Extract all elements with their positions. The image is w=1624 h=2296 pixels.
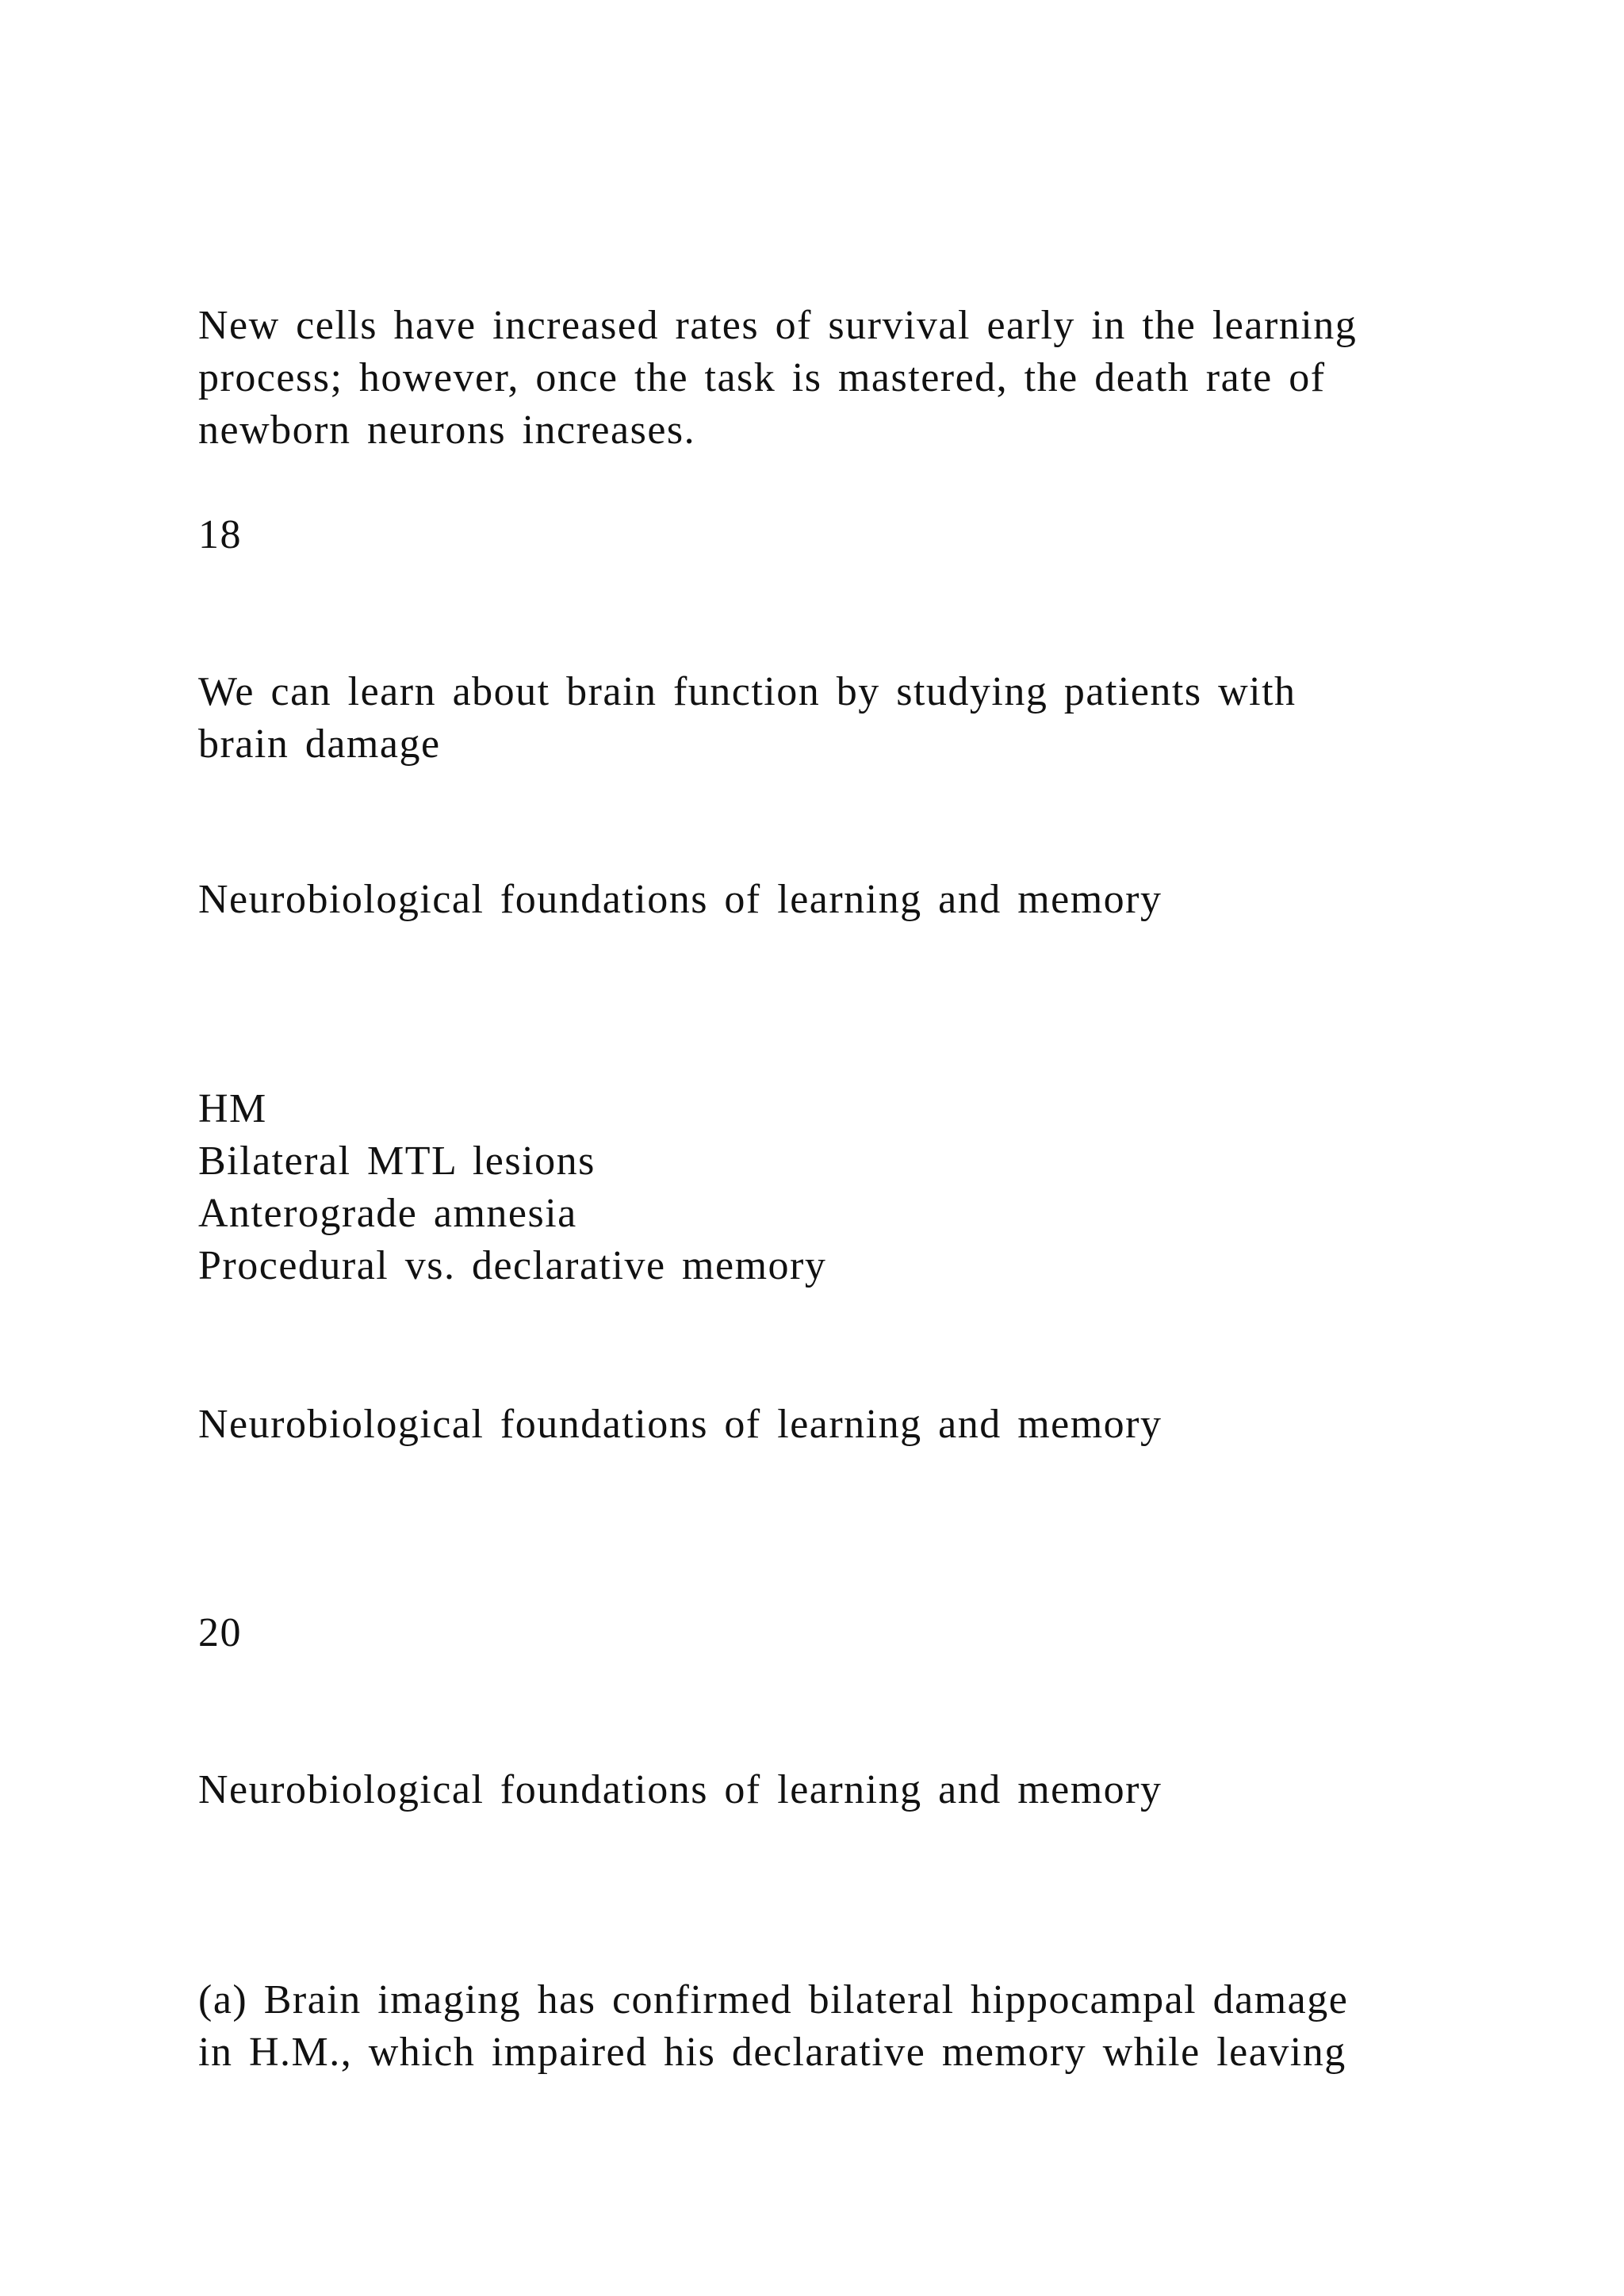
text-line: We can learn about brain function by studying patients with: [198, 669, 1297, 714]
section-heading: [198, 1399, 1435, 1451]
paragraph-new-cells: [198, 300, 1435, 457]
text-line: Bilateral MTL lesions: [198, 1138, 596, 1184]
text-line: brain damage: [198, 721, 441, 767]
text-line: in H.M., which impaired his declarative memory while leaving: [198, 2030, 1346, 2075]
text-line: (a) Brain imaging has confirmed bilateral hippocampal damage: [198, 1977, 1349, 2022]
text-line: 18: [198, 512, 242, 557]
text-line: 20: [198, 1610, 242, 1655]
hm-summary-list: [198, 1083, 1435, 1292]
figure-caption-paragraph: [198, 1974, 1435, 2079]
text-line: Procedural vs. declarative memory: [198, 1243, 827, 1288]
paragraph-brain-damage: [198, 666, 1435, 771]
text-line: HM: [198, 1086, 267, 1131]
text-line: Neurobiological foundations of learning and memory: [198, 1767, 1162, 1812]
text-line: New cells have increased rates of survival early in the learning: [198, 303, 1358, 348]
section-heading: [198, 1764, 1435, 1816]
section-heading: [198, 874, 1435, 926]
slide-number-20: [198, 1607, 1435, 1659]
text-line: newborn neurons increases.: [198, 408, 696, 453]
text-line: Neurobiological foundations of learning and memory: [198, 877, 1162, 922]
text-line: Neurobiological foundations of learning and memory: [198, 1402, 1162, 1447]
text-line: process; however, once the task is mastered, the death rate of: [198, 355, 1326, 400]
slide-number-18: [198, 509, 1435, 561]
text-line: Anterograde amnesia: [198, 1191, 577, 1236]
